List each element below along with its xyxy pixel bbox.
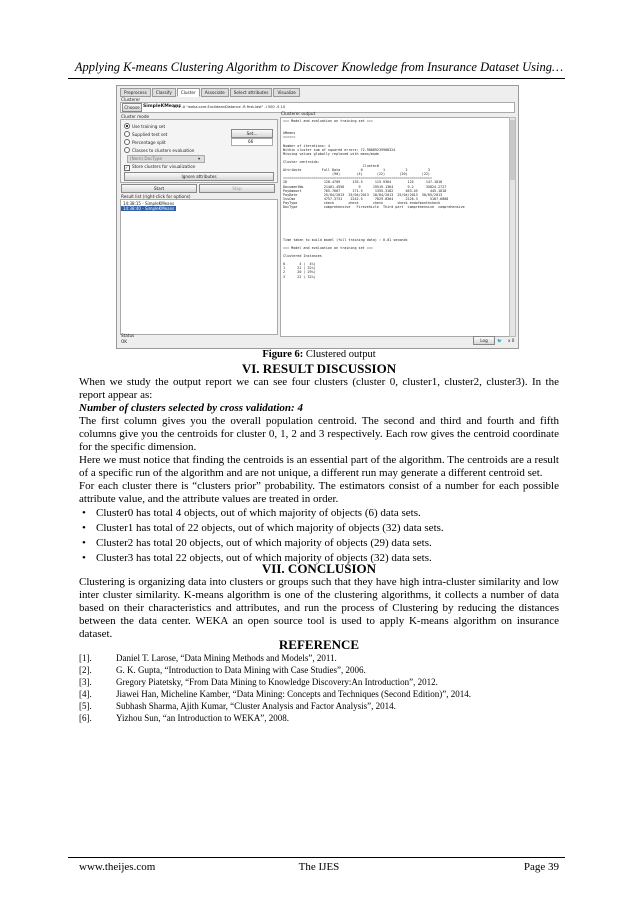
paragraph-essential: Here we must notice that finding the centroids is an essential part of the algorithm. The centroids are a result of a specific run of the algorithm and are not unique, a different run may generate a different centroid set. — [79, 454, 559, 479]
chevron-down-icon: ▾ — [198, 156, 201, 161]
header-rule — [68, 78, 565, 79]
start-button[interactable]: Start — [121, 184, 197, 193]
cluster-mode-panel — [120, 119, 278, 183]
class-select[interactable]: (Nom) DocType ▾ — [127, 155, 205, 163]
bullet-icon: • — [82, 522, 86, 534]
section-heading-reference: REFERENCE — [278, 637, 360, 652]
scrollbar-thumb[interactable] — [510, 120, 515, 180]
footer-rule — [68, 857, 565, 858]
clusterer-options: -N 4 -A "weka.core.EuclideanDistance -R first-last" -I 500 -S 10 — [173, 104, 286, 109]
reference-list — [79, 652, 559, 724]
list-item: • Cluster2 has total 20 objects, out of which majority of objects (29) data sets. — [82, 537, 432, 549]
cluster-mode-label: Cluster mode — [121, 114, 150, 119]
bullet-icon: • — [82, 507, 86, 519]
cluster-bullet-list — [79, 506, 559, 566]
reference-item: [6]. Yizhou Sun, “an Introduction to WEKA”, 2008. — [79, 713, 290, 723]
reference-item: [2]. G. K. Gupta, “Introduction to Data Mining with Case Studies”, 2006. — [79, 665, 366, 675]
status-value: OK — [121, 339, 128, 344]
tab-classify[interactable]: Classify — [152, 88, 176, 97]
choose-button[interactable]: Choose — [122, 103, 142, 112]
status-label: Status — [121, 333, 135, 338]
section-heading-result-discussion: VI. RESULT DISCUSSION — [241, 361, 397, 376]
running-header: Applying K-means Clustering Algorithm to Discover Knowledge from Insurance Dataset Using… — [74, 60, 564, 74]
tab-visualize[interactable]: Visualize — [273, 88, 299, 97]
reference-item: [3]. Gregory Piatetsky, “From Data Mining to Knowledge Discovery:An Introduction”, 2012. — [79, 677, 438, 687]
reference-item: [1]. Daniel T. Larose, “Data Mining Methods and Models”, 2011. — [79, 653, 337, 663]
footer-website[interactable]: www.theijes.com — [79, 861, 156, 873]
paragraph-prior: For each cluster there is “clusters prior” probability. The estimators consist of a number for each possible attribute value, and the attribute values are treated in order. — [79, 480, 559, 505]
tab-associate[interactable]: Associate — [201, 88, 229, 97]
section-heading-conclusion: VII. CONCLUSION — [261, 561, 377, 576]
result-list — [120, 199, 278, 335]
clusterer-label: Clusterer — [121, 97, 141, 102]
weka-tab-bar — [120, 88, 300, 97]
bullet-icon: • — [82, 537, 86, 549]
paragraph-intro: When we study the output report we can see four clusters (cluster 0, cluster1, cluster2, cluster3). In the report appear as: — [79, 376, 559, 401]
mode-supplied-test-set[interactable]: Supplied test set — [124, 131, 167, 137]
reference-item: [5]. Subhash Sharma, Ajith Kumar, “Cluster Analysis and Factor Analysis”, 2014. — [79, 701, 396, 711]
tab-preprocess[interactable]: Preprocess — [120, 88, 151, 97]
bullet-icon: • — [82, 552, 86, 564]
mode-percentage-split[interactable]: Percentage split — [124, 139, 166, 145]
caption-label: Figure 6: — [262, 349, 304, 360]
bird-icon: 🐦 — [497, 338, 503, 343]
list-item: • Cluster1 has total of 22 objects, out of which majority of objects (32) data sets. — [82, 522, 444, 534]
paragraph-centroids: The first column gives you the overall population centroid. The second and third and fourth and fifth columns give you the centroids for cluster 0, 1, 2 and 3 respectively. Each row gives the centroid coordinate for the specific dimension. — [79, 415, 559, 453]
caption-text: Clustered output — [303, 349, 376, 360]
store-clusters-checkbox[interactable]: ✓ Store clusters for visualization — [125, 164, 196, 170]
clusterer-field — [120, 102, 515, 113]
tab-cluster[interactable]: Cluster — [177, 88, 200, 97]
list-item: • Cluster3 has total 22 objects, out of which majority of objects (32) data sets. — [82, 552, 432, 564]
footer-journal: The IJES — [298, 861, 340, 873]
result-item[interactable]: 14:38:15 - SimpleKMeans — [123, 201, 175, 206]
result-list-label: Result list (right-click for options) — [121, 194, 191, 199]
stop-button[interactable]: Stop — [199, 184, 275, 193]
mode-classes-to-clusters[interactable]: Classes to clusters evaluation — [124, 147, 194, 153]
ignore-attributes-button[interactable]: Ignore attributes — [124, 172, 274, 181]
percent-input[interactable]: 66 — [231, 138, 273, 146]
list-item: • Cluster0 has total 4 objects, out of which majority of objects (6) data sets. — [82, 507, 421, 519]
subheading-clusters: Number of clusters selected by cross validation: 4 — [79, 402, 303, 414]
set-button[interactable]: Set... — [231, 129, 273, 138]
tab-select-attributes[interactable]: Select attributes — [230, 88, 273, 97]
result-item-selected[interactable]: 14:38:40 - SimpleKMeans — [123, 206, 175, 211]
figure-caption — [0, 349, 638, 360]
paragraph-conclusion: Clustering is organizing data into clusters or groups such that they have high intra-cluster similarity and low inter cluster similarity. K-means algorithm is one of the clustering algorithms, it collects a number of data based on their characteristics and attributes, and run the process of Clustering by reducing the distances between the data center. WEKA an open source tool is used to apply K-means algorithm on insurance dataset. — [79, 576, 559, 640]
log-button[interactable]: Log — [473, 336, 495, 345]
x-count: x 0 — [508, 338, 515, 343]
clusterer-output-text: === Model and evaluation on training set === kMeans ====== Number of iterations: 4 Within cluster sum of squared errors: 72.98089235988324 Missing values globally replaced with mean/mode Cluster centroids: Cluster# Attribute Full Data 0 1 2 3 (90) (4) (22) (20) (22) ========================================================================= ID 128.4709 135.5 115.9364 125 147.1818 DocumentNo 21401.4556 9 19519.1364 9.2 35824.2727 PayAmount 765.7667 171.5 1355.3182 463.45 445.1818 PayDate 25/04/2013 25/04/2013 18/04/2013 25/04/2013 30/05/2013 IssCmo 4757.3731 2242.5 7029.8364 2226.3 5187.6868 PayType check check check check endofmonthcheck DocType comprehensive Firevehicle Third part comprehensive comprehensive Time taken to build model (full training data) : 0.01 seconds === Model and evaluation on training set === Clustered Instances 0 4 ( 4%) 1 22 ( 32%) 2 20 ( 29%) 3 22 ( 32%) — [280, 117, 514, 337]
weka-screenshot — [116, 85, 519, 349]
footer-page-number: Page 39 — [523, 861, 559, 873]
clusterer-name: SimpleKMeans — [143, 104, 181, 109]
reference-item: [4]. Jiawei Han, Micheline Kamber, “Data Mining: Concepts and Techniques (Second Edition)”, 2014. — [79, 689, 472, 699]
output-scrollbar[interactable] — [509, 117, 516, 337]
clusterer-output-label: Clusterer output — [281, 111, 316, 116]
mode-training-set[interactable]: Use training set — [124, 123, 165, 129]
